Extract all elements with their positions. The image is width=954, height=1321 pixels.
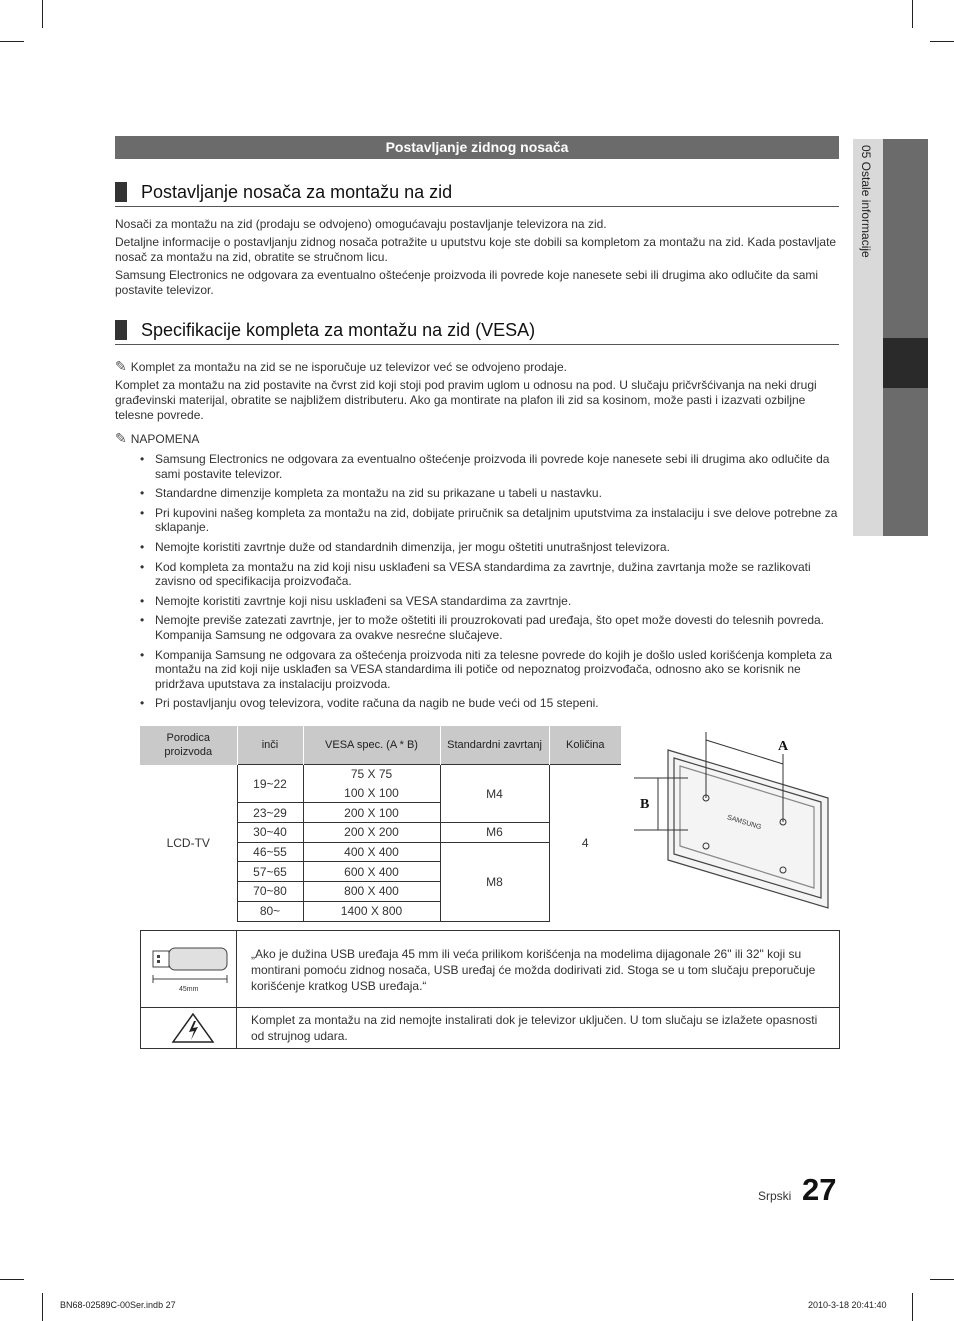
inch-cell: 80~ — [237, 901, 303, 921]
chapter-banner: Postavljanje zidnog nosača — [115, 136, 839, 159]
brand-logo-text: SAMSUNG — [726, 814, 763, 832]
section-title: Postavljanje nosača za montažu na zid — [141, 182, 453, 202]
vesa-cell: 400 X 400 — [303, 842, 440, 862]
screw-cell: M4 — [440, 765, 549, 823]
section1-body — [115, 217, 839, 301]
note-line — [115, 359, 567, 375]
info-box — [140, 930, 840, 1049]
column-header: VESA spec. (A * B) — [303, 726, 440, 765]
paragraph: Komplet za montažu na zid postavite na čvrst zid koji stoji pod pravim uglom u odnosu na pod. U slučaju pričvršćivanja na neki drugi građevinski materijal, obratite se najbližem distributeru. Ako ga montirate na plafon ili zid sa kosinom, može pasti i izazvati ozbiljne telesne povrede. — [115, 378, 817, 422]
inch-cell: 57~65 — [237, 862, 303, 882]
list-item: • Kompanija Samsung ne odgovara za oštećenja proizvoda niti za telesne povrede do kojih je došlo usled korišćenja kompleta za montažu na zid koji nije usklađen sa VESA standardima ili potiče od nepoznatog proizvođača, odnosno ako se korisnik ne pridržava uputstava za instalaciju proizvoda. — [140, 648, 840, 692]
heading-bar — [115, 182, 127, 202]
usb-warning-text: „Ako je dužina USB uređaja 45 mm ili veća prilikom korišćenja na modelima dijagonale 26" ili 32" koji su montirani pomoću zidnog nosača, USB uređaj će možda dodirivati zid. Stoga se u tom slučaju preporučuje korišćenje kratkog USB uređaja.“ — [251, 947, 816, 993]
side-tab-label: 05 Ostale informacije — [859, 145, 873, 258]
divider — [236, 931, 237, 1048]
inch-cell: 70~80 — [237, 882, 303, 902]
dimension-a-label: A — [778, 739, 789, 754]
usb-stick-icon — [149, 945, 229, 995]
column-header: Standardni zavrtanj — [440, 726, 549, 765]
vesa-cell: 200 X 200 — [303, 823, 440, 843]
usb-dimension-label: 45mm — [179, 986, 199, 993]
section2-body — [115, 378, 839, 426]
inch-cell: 23~29 — [237, 803, 303, 823]
page-language: Srpski — [758, 1189, 792, 1203]
note-pencil-icon: ✎ — [115, 358, 127, 374]
vesa-cell: 600 X 400 — [303, 862, 440, 882]
section-heading-wall-mount — [115, 180, 839, 207]
inch-cell: 30~40 — [237, 823, 303, 843]
tv-back-diagram — [628, 728, 838, 918]
page-number: 27 — [802, 1172, 837, 1207]
section-title: Specifikacije kompleta za montažu na zid (VESA) — [141, 320, 536, 340]
column-header: Porodica proizvoda — [140, 726, 237, 765]
shock-warning-text: Komplet za montažu na zid nemojte instalirati dok je televizor uključen. U tom slučaju se izlažete opasnosti od strujnog udara. — [251, 1013, 818, 1043]
vesa-cell: 800 X 400 — [303, 882, 440, 902]
vesa-spec-table — [140, 726, 621, 922]
inch-cell: 19~22 — [237, 765, 303, 803]
paragraph: Detaljne informacije o postavljanju zidnog nosača potražite u uputstvu koje ste dobili sa kompletom za montažu na zid. Kada postavljate nosač za montažu na zid, obratite se stručnom licu. — [115, 235, 837, 264]
note-pencil-icon: ✎ — [115, 430, 127, 446]
list-item: • Nemojte previše zatezati zavrtnje, jer to može oštetiti ili prouzrokovati pad uređaja, što opet može dovesti do telesnih povreda. Kompanija Samsung ne odgovara za ovakve nesrećne slučajeve. — [140, 613, 840, 642]
screw-cell: M6 — [440, 823, 549, 843]
notes-list — [140, 452, 840, 716]
quantity-cell: 4 — [549, 765, 621, 922]
list-item: • Nemojte koristiti zavrtnje duže od standardnih dimenzija, jer mogu oštetiti unutrašnjost televizora. — [140, 540, 840, 555]
table-row — [140, 765, 621, 784]
vesa-cell: 100 X 100 — [303, 784, 440, 803]
family-cell: LCD-TV — [140, 765, 237, 922]
screw-cell: M8 — [440, 842, 549, 921]
footer-timestamp: 2010-3-18 20:41:40 — [808, 1300, 887, 1310]
note-text: Komplet za montažu na zid se ne isporučuje uz televizor već se odvojeno prodaje. — [130, 360, 567, 374]
side-tab-marker — [883, 338, 928, 388]
column-header: inči — [237, 726, 303, 765]
footer-file: BN68-02589C-00Ser.indb 27 — [60, 1300, 176, 1310]
vesa-cell: 1400 X 800 — [303, 901, 440, 921]
napomena-line — [115, 431, 199, 447]
section-heading-vesa — [115, 318, 839, 345]
napomena-label: NAPOMENA — [130, 432, 200, 446]
column-header: Količina — [549, 726, 621, 765]
list-item: • Nemojte koristiti zavrtnje koji nisu usklađeni sa VESA standardima za zavrtnje. — [140, 594, 840, 609]
list-item: • Samsung Electronics ne odgovara za eventualno oštećenje proizvoda ili povrede koje nanesete sebi ili drugima ako odlučite da sami postavite televizor. — [140, 452, 840, 481]
list-item: • Kod kompleta za montažu na zid koji nisu usklađeni sa VESA standardima za zavrtnje, dužina zavrtanja može se razlikovati zavisno od specifikacija proizvođača. — [140, 560, 840, 589]
list-item: • Pri kupovini našeg kompleta za montažu na zid, dobijate priručnik sa detaljnim uputstvima za instalaciju i sve delove potrebne za sklapanje. — [140, 506, 840, 535]
list-item: • Standardne dimenzije kompleta za montažu na zid su prikazane u tabeli u nastavku. — [140, 486, 840, 501]
vesa-cell: 200 X 100 — [303, 803, 440, 823]
paragraph: Samsung Electronics ne odgovara za eventualno oštećenje proizvoda ili povrede koje nanesete sebi ili drugima ako odlučite da sami postavite televizor. — [115, 268, 819, 297]
electric-shock-warning-icon — [171, 1012, 215, 1044]
vesa-cell: 75 X 75 — [303, 765, 440, 784]
heading-bar — [115, 320, 127, 340]
inch-cell: 46~55 — [237, 842, 303, 862]
paragraph: Nosači za montažu na zid (prodaju se odvojeno) omogućavaju postavljanje televizora na zid. — [115, 217, 607, 231]
dimension-b-label: B — [640, 797, 650, 812]
list-item: • Pri postavljanju ovog televizora, vodite računa da nagib ne bude veći od 15 stepeni. — [140, 696, 840, 711]
divider — [141, 1007, 839, 1008]
